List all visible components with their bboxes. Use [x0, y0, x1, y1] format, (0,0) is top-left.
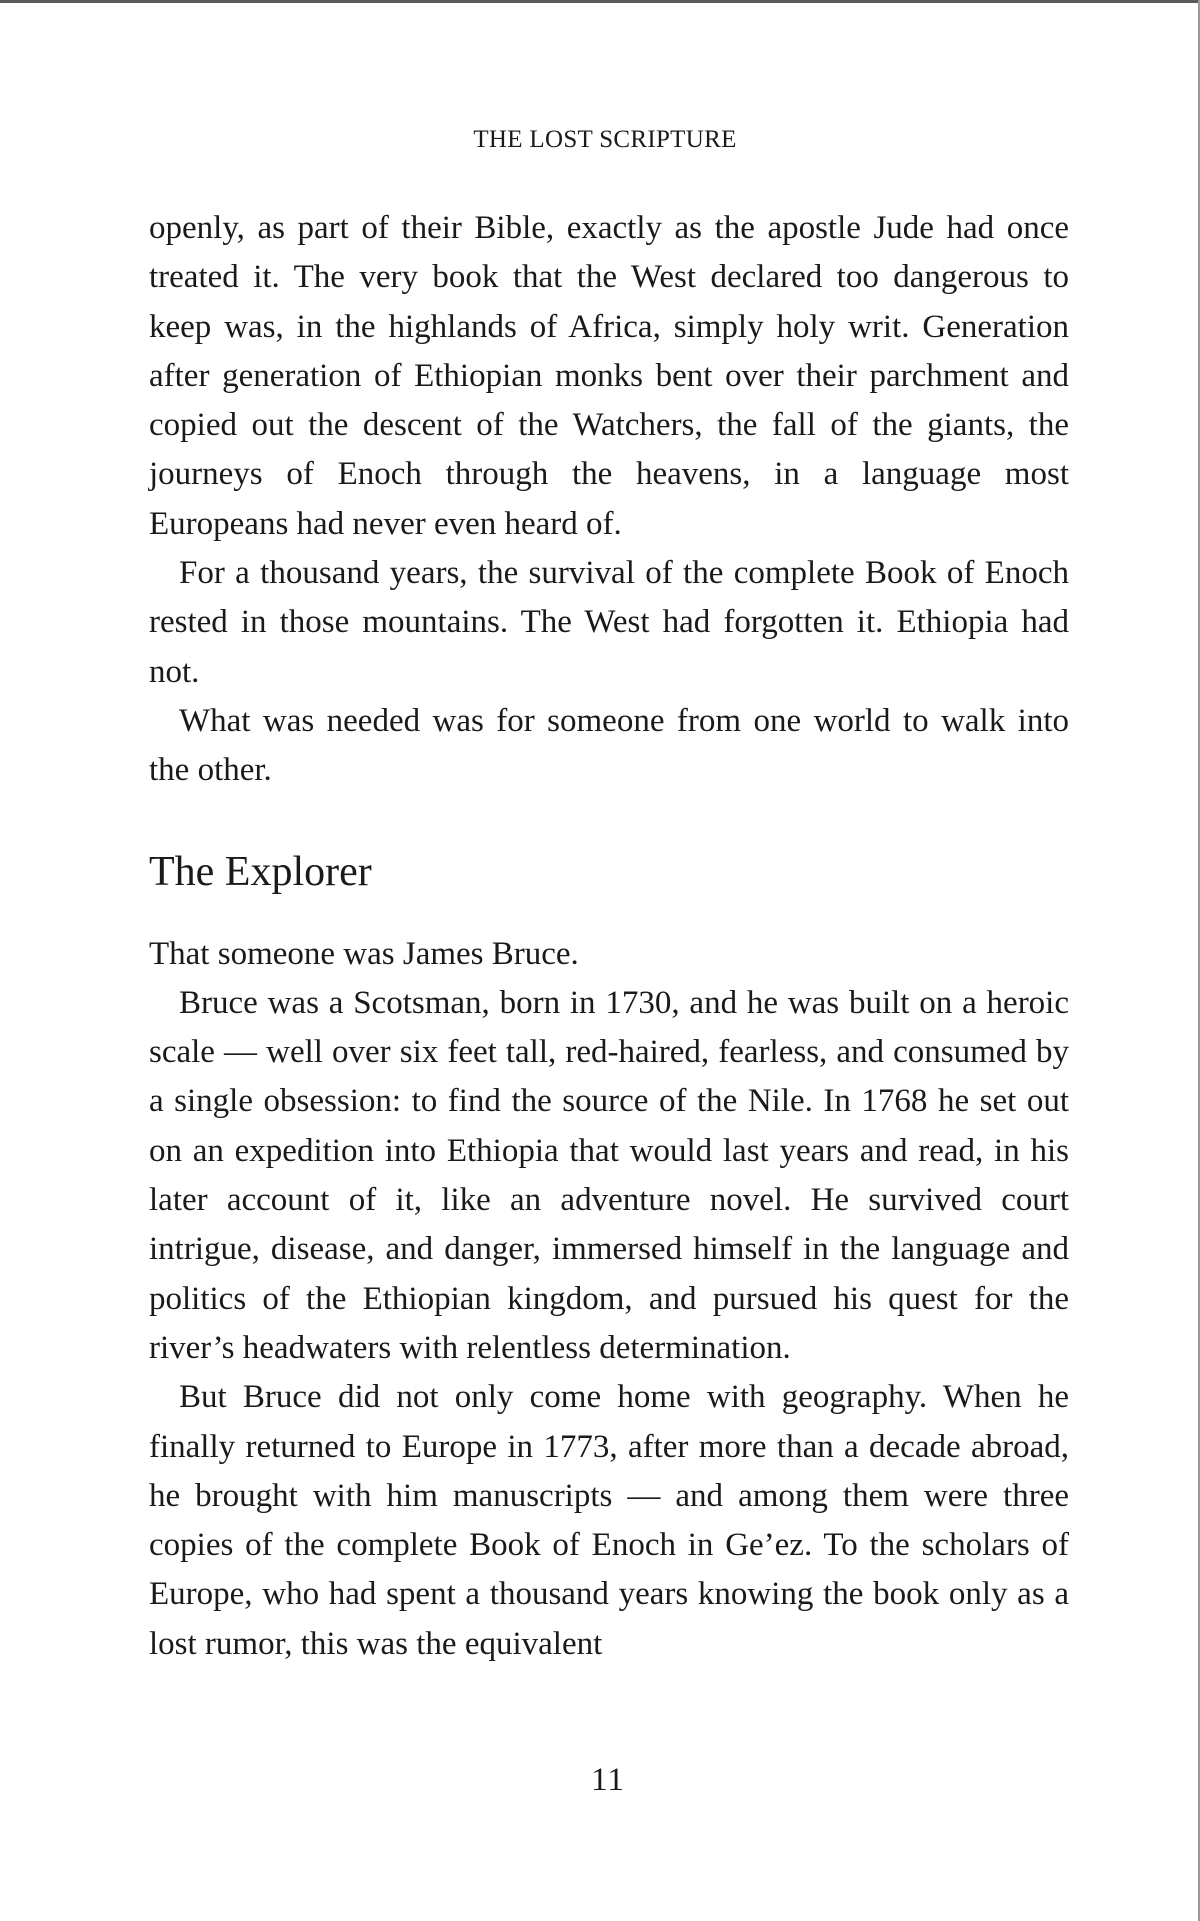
page-body — [149, 204, 1069, 1669]
section-heading: The Explorer — [149, 848, 372, 895]
paragraph-bruce-scotsman: Bruce was a Scotsman, born in 1730, and he was built on a heroic scale — well over six feet tall, red-haired, fearless, and consumed by a single obsession: to find the source of the Nile. In 1768 he set out on an expedition into Ethiopia that would last years and read, in his later account of it, like an adventure novel. He survived court intrigue, disease, and danger, immersed himself in the language and politics of the Ethiopian kingdom, and pursued his quest for the river’s headwaters with relentless determination. — [149, 984, 1069, 1366]
paragraph-what-was-needed: What was needed was for someone from one world to walk into the other. — [149, 702, 1069, 789]
paragraph-that-someone: That someone was James Bruce. — [149, 935, 579, 972]
page-number: 11 — [591, 1762, 625, 1798]
paragraph-continued: openly, as part of their Bible, exactly as the apostle Jude had once treated it. The very book that the West declared too dangerous to keep was, in the highlands of Africa, simply holy writ. Generation after generation of Ethiopian monks bent over their parchment and copied out the descent of the Watchers, the fall of the giants, the journeys of Enoch through the heavens, in a language most Europeans had never even heard of. — [149, 210, 1069, 542]
top-border — [0, 0, 1200, 3]
running-head: THE LOST SCRIPTURE — [473, 126, 737, 153]
paragraph-bruce-manuscripts: But Bruce did not only come home with geography. When he finally returned to Europe in 1773, after more than a decade abroad, he brought with him manuscripts — and among them were three copies of the complete Book of Enoch in Ge’ez. To the scholars of Europe, who had spent a thousand years knowing the book only as a lost rumor, this was the equivalent — [149, 1379, 1069, 1662]
paragraph-thousand-years: For a thousand years, the survival of the complete Book of Enoch rested in those mountains. The West had forgotten it. Ethiopia had not. — [149, 555, 1069, 690]
